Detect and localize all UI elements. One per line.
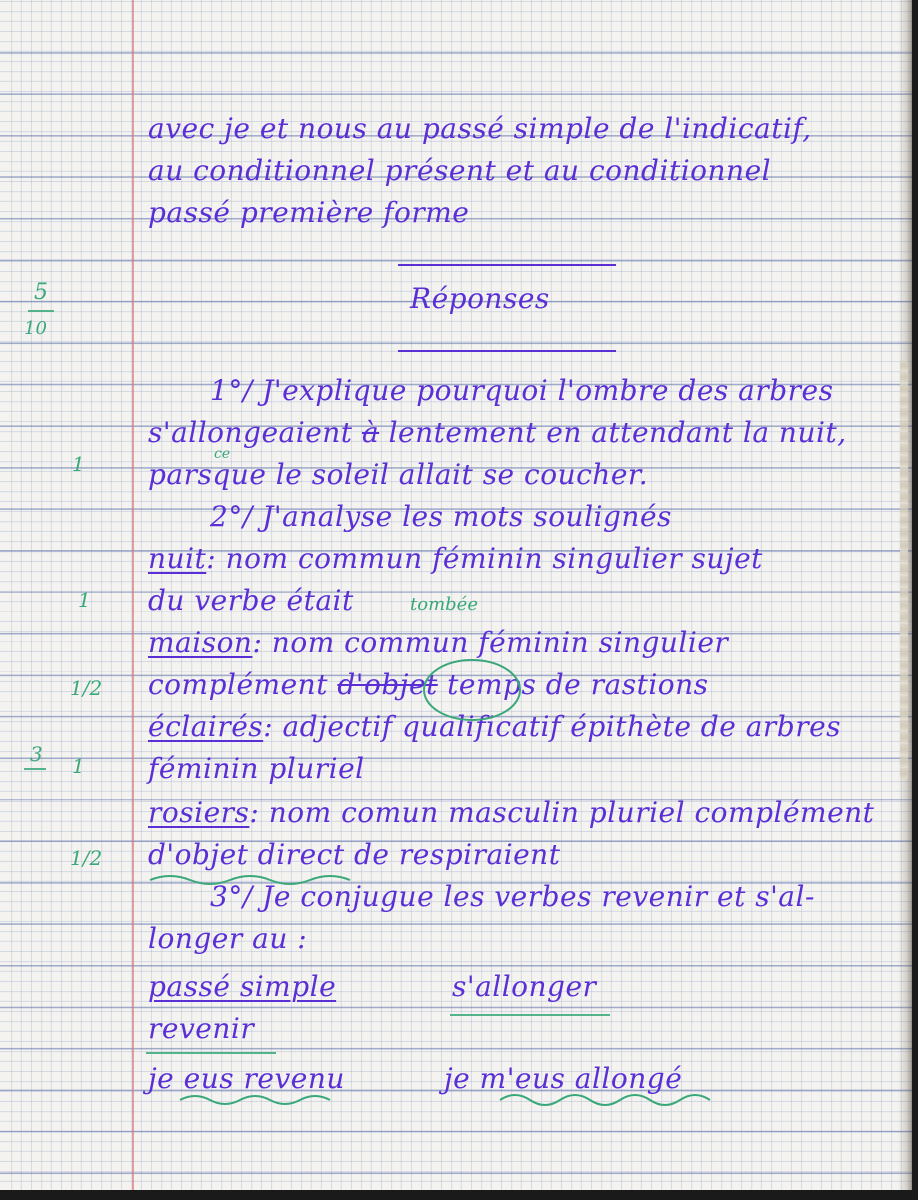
squiggle-dobjet-direct xyxy=(150,876,350,884)
correction-insert-ce: ce xyxy=(214,446,231,462)
circle-temps xyxy=(424,660,520,720)
verb-revenir: revenir xyxy=(148,1012,255,1045)
squiggle-eus-revenu xyxy=(180,1096,330,1104)
word-eclaires: éclairés xyxy=(148,710,264,743)
word-nuit: nuit xyxy=(148,542,207,575)
word-rosiers: rosiers xyxy=(148,796,250,829)
maison-def2-end: temps de rastions xyxy=(437,668,709,701)
q1-line-1: 1°/ J'explique pourquoi l'ombre des arbres xyxy=(210,374,834,407)
intro-line-2: au conditionnel présent et au conditionnel xyxy=(148,154,772,187)
intro-line-3: passé première forme xyxy=(148,196,470,229)
answer-revenir: je eus revenu xyxy=(148,1062,345,1095)
maison-definition: : nom commun féminin singulier xyxy=(252,626,729,659)
mark-eclaires: 1 xyxy=(72,754,85,778)
q1-line-2-start: s'allongeaient xyxy=(148,416,362,449)
mark-nuit: 1 xyxy=(78,588,91,612)
q1-line-3: parsque le soleil allait se coucher. xyxy=(148,458,649,491)
q3-line-2: longer au : xyxy=(148,922,308,955)
eclaires-definition: : adjectif qualificatif épithète de arbres xyxy=(263,710,842,743)
verb-sallonger: s'allonger xyxy=(452,970,597,1003)
score-denominator: 10 xyxy=(24,318,47,339)
eclaires-analysis-2: féminin pluriel xyxy=(148,752,365,785)
answer-sallonger: je m'eus allongé xyxy=(444,1062,683,1095)
rosiers-analysis-2: d'objet direct de respiraient xyxy=(148,838,561,871)
nuit-definition: : nom commun féminin singulier sujet xyxy=(206,542,763,575)
tense-passe-simple: passé simple xyxy=(148,970,337,1003)
struck-word-a: à xyxy=(361,416,380,449)
correction-tombee: tombée xyxy=(410,594,478,615)
q3-line-1: 3°/ Je conjugue les verbes revenir et s'al- xyxy=(210,880,815,913)
mark-rosiers: 1/2 xyxy=(70,846,103,870)
mark-q1: 1 xyxy=(72,452,85,476)
section-title: Réponses xyxy=(410,282,550,315)
q2-heading: 2°/ J'analyse les mots soulignés xyxy=(210,500,672,533)
intro-line-1: avec je et nous au passé simple de l'indicatif, xyxy=(148,112,812,145)
subtotal-mark: 3 xyxy=(30,742,43,766)
squiggle-meus-allonge xyxy=(500,1095,710,1105)
word-maison: maison xyxy=(148,626,253,659)
struck-dobjet: d'objet xyxy=(337,668,438,701)
score-numerator: 5 xyxy=(34,280,48,305)
nuit-analysis-2: du verbe était xyxy=(148,584,354,617)
mark-maison: 1/2 xyxy=(70,676,103,700)
q1-line-2-end: lentement en attendant la nuit, xyxy=(379,416,847,449)
maison-def2-start: complément xyxy=(148,668,338,701)
rosiers-definition: : nom comun masculin pluriel complément xyxy=(249,796,875,829)
